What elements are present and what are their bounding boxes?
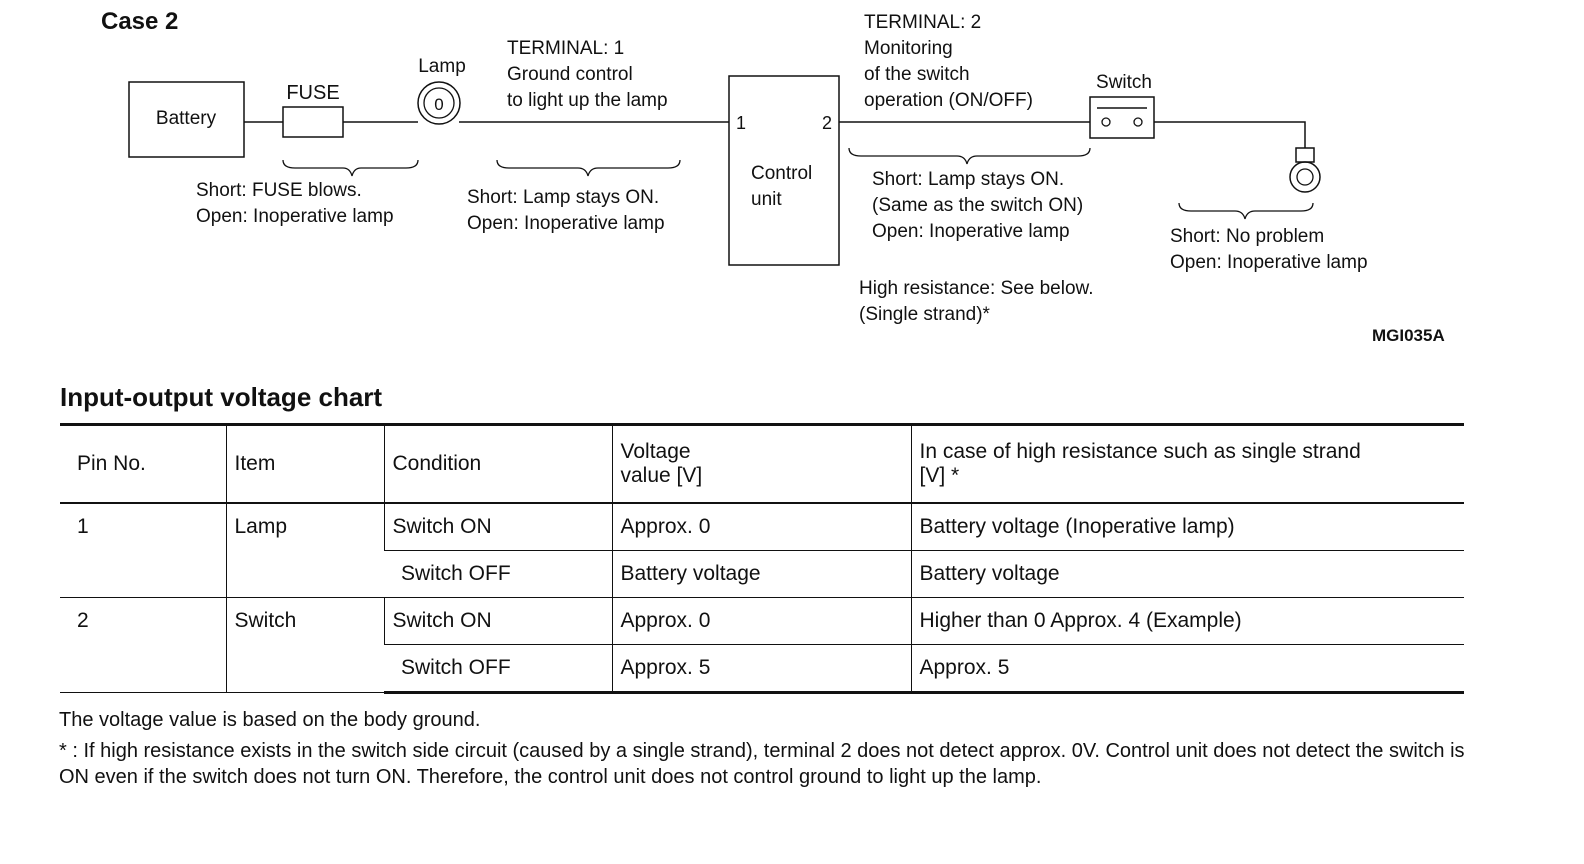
table-row: [60, 503, 1464, 551]
battery-label: Battery: [155, 108, 217, 129]
ground-caption-open: Open: Inoperative lamp: [1170, 252, 1368, 273]
header-voltage: [612, 425, 911, 504]
high-resistance-note: [859, 276, 1093, 328]
lamp-caption-open: Open: Inoperative lamp: [467, 213, 665, 234]
pin-cell: 1: [60, 503, 226, 598]
item-cell: Switch: [226, 598, 384, 693]
header-voltage-line2: value [V]: [620, 464, 703, 487]
voltage-table: [60, 423, 1464, 694]
header-voltage-line1: Voltage: [620, 440, 691, 463]
condition-cell: Switch ON: [384, 598, 612, 645]
section-title: Input-output voltage chart: [60, 382, 383, 412]
switch-line-caption-open: Open: Inoperative lamp: [872, 221, 1070, 242]
lamp-wire-brace: [497, 160, 680, 176]
voltage-cell: Approx. 0: [612, 503, 911, 551]
ground-caption: [1170, 224, 1368, 276]
header-pin-no: Pin No.: [60, 425, 226, 504]
voltage-cell: Battery voltage: [612, 551, 911, 598]
pin-2-label: 2: [821, 113, 833, 133]
terminal-2-line4: operation (ON/OFF): [864, 90, 1033, 111]
high-resistance-cell: Higher than 0 Approx. 4 (Example): [911, 598, 1464, 645]
terminal-1-title: TERMINAL: 1: [507, 38, 625, 59]
terminal-1-label: [507, 36, 668, 114]
table-row: [60, 598, 1464, 645]
high-resistance-line2: (Single strand)*: [859, 304, 990, 325]
fuse-label: FUSE: [286, 82, 340, 104]
voltage-cell: Approx. 5: [612, 645, 911, 693]
high-resistance-cell: Battery voltage: [911, 551, 1464, 598]
fuse-caption-short: Short: FUSE blows.: [196, 180, 362, 201]
ground-icon: [1290, 148, 1320, 192]
terminal-1-line2: Ground control: [507, 64, 633, 85]
table-header-row: [60, 425, 1464, 504]
high-resistance-cell: Approx. 5: [911, 645, 1464, 693]
header-high-resistance: [911, 425, 1464, 504]
switch-label: Switch: [1096, 72, 1152, 93]
lamp-caption: [467, 185, 665, 237]
terminal-1-line3: to light up the lamp: [507, 90, 668, 111]
body-ground-note: The voltage value is based on the body ground.: [59, 709, 481, 731]
case-title: Case 2: [101, 8, 179, 35]
high-resistance-cell: Battery voltage (Inoperative lamp): [911, 503, 1464, 551]
switch-wire-brace: [849, 148, 1090, 164]
condition-cell: Switch ON: [384, 503, 612, 551]
pin-1-label: 1: [735, 113, 747, 133]
terminal-2-line2: Monitoring: [864, 38, 953, 59]
fuse-caption: [196, 178, 394, 230]
terminal-2-label: [864, 10, 1033, 114]
voltage-cell: Approx. 0: [612, 598, 911, 645]
switch-icon: [1090, 97, 1154, 138]
header-high-resistance-line2: [V] *: [919, 464, 960, 487]
ground-caption-short: Short: No problem: [1170, 226, 1325, 247]
ground-wire-brace: [1179, 203, 1313, 219]
condition-cell: Switch OFF: [384, 551, 612, 598]
item-cell: Lamp: [226, 503, 384, 598]
terminal-2-line3: of the switch: [864, 64, 970, 85]
control-unit-label-line1: Control: [751, 163, 813, 184]
header-item: Item: [226, 425, 384, 504]
header-high-resistance-line1: In case of high resistance such as single strand: [919, 440, 1361, 463]
high-resistance-line1: High resistance: See below.: [859, 278, 1094, 299]
terminal-2-title: TERMINAL: 2: [864, 12, 982, 33]
switch-line-caption: [872, 167, 1083, 245]
fuse-symbol: [283, 107, 343, 137]
lamp-caption-short: Short: Lamp stays ON.: [467, 187, 660, 208]
footnote: * : If high resistance exists in the switch side circuit (caused by a single strand), terminal 2 does not detect approx. 0V. Control unit does not detect the switch is ON even if the switch does not turn ON. Therefore, the control unit does not control ground to light up the lamp.: [59, 740, 1465, 788]
figure-code: MGI035A: [1372, 326, 1445, 345]
control-unit-label-line2: unit: [751, 189, 782, 210]
lamp-symbol: 0: [434, 95, 444, 114]
lamp-label: Lamp: [418, 56, 466, 77]
condition-cell: Switch OFF: [384, 645, 612, 693]
fuse-caption-open: Open: Inoperative lamp: [196, 206, 394, 227]
header-condition: Condition: [384, 425, 612, 504]
pin-cell: 2: [60, 598, 226, 693]
switch-line-caption-note: (Same as the switch ON): [872, 195, 1084, 216]
switch-line-caption-short: Short: Lamp stays ON.: [872, 169, 1065, 190]
fuse-brace: [283, 160, 418, 176]
